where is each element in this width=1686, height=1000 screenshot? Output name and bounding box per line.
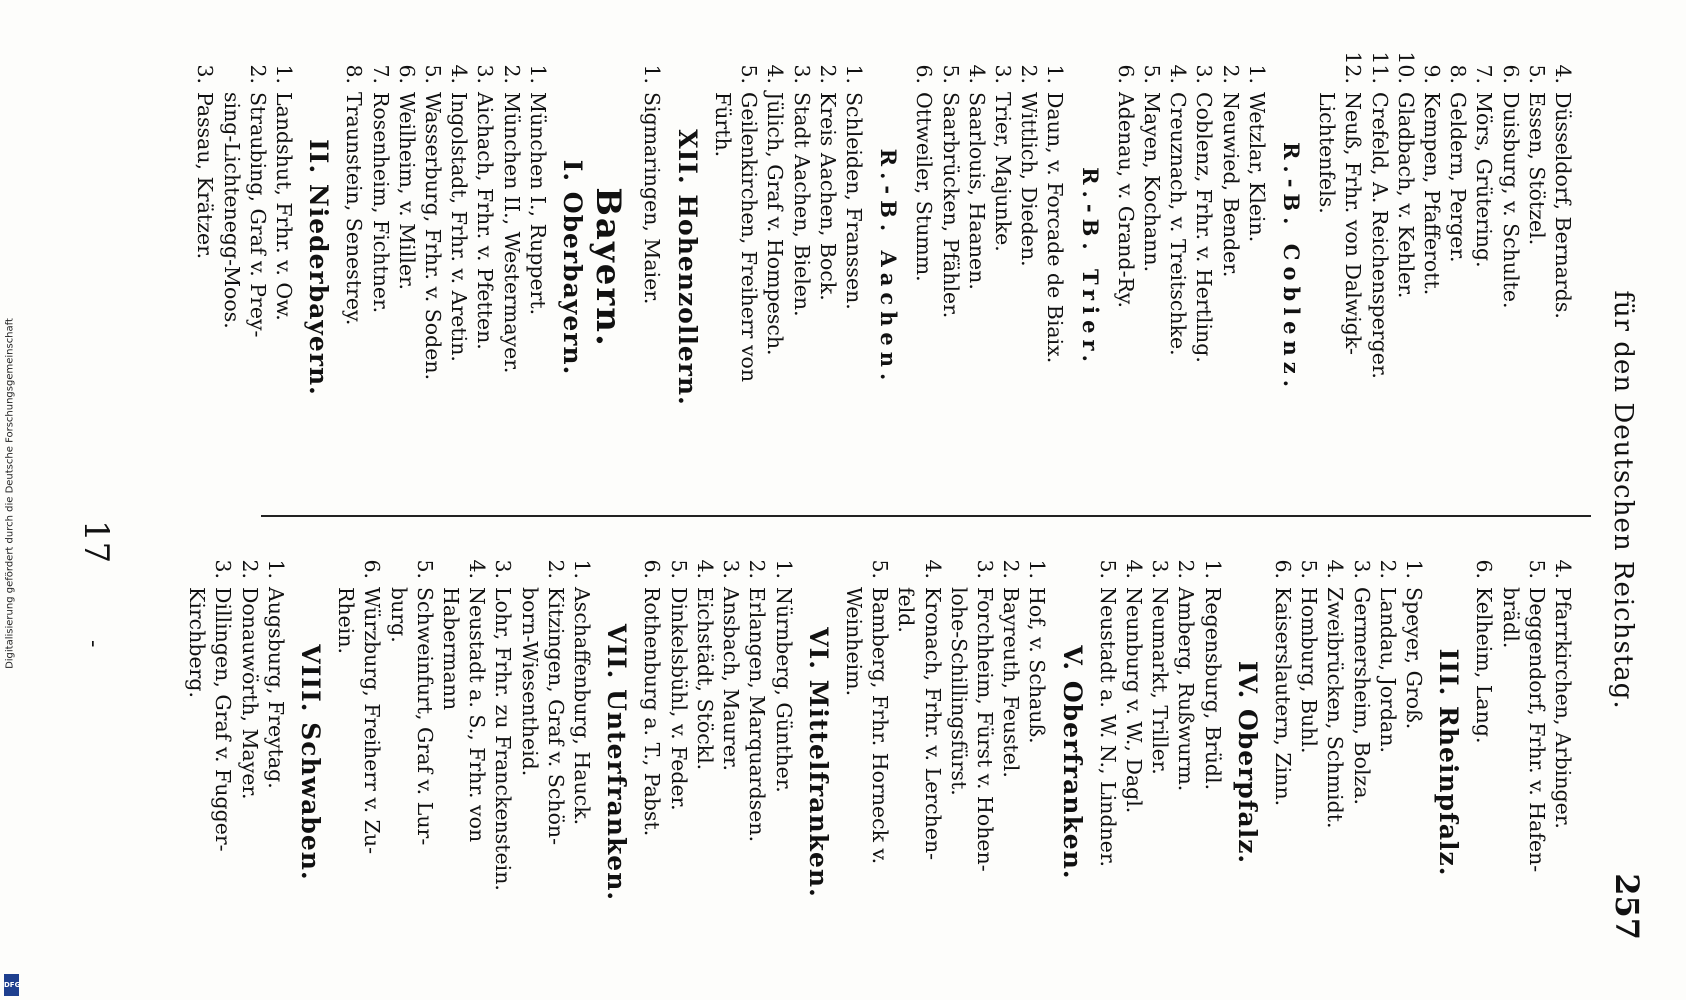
constituency-entry — [710, 40, 736, 495]
constituency-entry — [692, 535, 718, 990]
entry-text: München I., Ruppert. — [525, 92, 550, 316]
entry-number: 1. — [1043, 64, 1068, 84]
entry-text: Kirchberg. — [185, 587, 210, 699]
constituency-entry — [919, 535, 945, 990]
entry-text: Geldern, Perger. — [1446, 92, 1471, 263]
constituency-entry — [1393, 40, 1419, 495]
entry-text: born-Wiesentheid. — [517, 587, 542, 777]
entry-text: lohe-Schillingsfürst. — [946, 587, 971, 796]
entry-number: 6. — [394, 64, 419, 84]
constituency-entry — [964, 40, 990, 495]
state-heading: Bayern. — [588, 187, 629, 348]
entry-text: Duisburg, v. Schulte. — [1498, 92, 1523, 309]
constituency-entry — [1024, 535, 1050, 990]
entry-text: Gladbach, v. Kehler. — [1393, 92, 1418, 299]
entry-number: 5. — [938, 64, 963, 84]
entry-text: Neustadt a. S., Frhr. von — [465, 587, 490, 843]
entry-number — [946, 535, 972, 587]
constituency-entry — [998, 535, 1024, 990]
entry-text: Bayreuth, Feustel. — [999, 587, 1024, 778]
entry-number: 2. — [237, 559, 262, 579]
constituency-entry — [1165, 40, 1191, 495]
entry-number: 5. — [737, 64, 762, 84]
constituency-entry — [1524, 40, 1550, 495]
entry-number: 2. — [815, 64, 840, 84]
entry-text: Erlangen, Marquardsen. — [745, 587, 770, 843]
entry-text: Mörs, Grütering. — [1472, 92, 1497, 268]
entry-number: 10. — [1393, 51, 1418, 84]
entry-number — [333, 535, 359, 587]
entry-text: Amberg, Rußwurm. — [1174, 587, 1199, 792]
entry-number — [438, 535, 464, 587]
entry-number: 1. — [272, 64, 297, 84]
entry-text: Straubing, Graf v. Prey- — [245, 92, 270, 338]
entry-number: 4. — [447, 64, 472, 84]
entry-text: Adenau, v. Grand-Ry. — [1113, 92, 1138, 309]
constituency-entry — [1322, 535, 1348, 990]
footer-dash: - — [81, 640, 106, 648]
constituency-entry — [990, 40, 1016, 495]
entry-text: Regensburg, Brüdl. — [1200, 587, 1225, 791]
entry-text: Ingolstadt, Frhr. v. Aretin. — [447, 92, 472, 362]
constituency-entry — [464, 535, 490, 990]
constituency-entry — [1270, 535, 1296, 990]
left-column — [192, 40, 1576, 495]
entry-number: 2. — [1375, 559, 1400, 579]
entry-number: 5. — [1524, 559, 1549, 579]
constituency-entry — [385, 535, 411, 990]
constituency-entry — [1139, 40, 1165, 495]
constituency-entry — [911, 40, 937, 495]
entry-number: 5. — [666, 559, 691, 579]
entry-text: burg. — [386, 587, 411, 643]
entry-number — [184, 535, 210, 587]
dfg-logo-icon: DFG — [4, 974, 19, 996]
entry-number: 6. — [1472, 559, 1497, 579]
district-heading: V. Oberfranken. — [1057, 645, 1087, 880]
entry-number: 4. — [1551, 64, 1575, 84]
entry-number: 5. — [868, 559, 893, 579]
entry-text: Passau, Krätzer. — [193, 92, 218, 260]
entry-number: 1. — [771, 559, 796, 579]
signature-mark: 17 — [76, 520, 116, 564]
entry-text: Kitzingen, Graf v. Schön- — [543, 587, 568, 846]
constituency-entry — [1173, 535, 1199, 990]
constituency-entry — [770, 535, 796, 990]
constituency-entry — [937, 40, 963, 495]
district-heading: II. Niederbayern. — [304, 139, 334, 396]
constituency-entry — [333, 535, 359, 990]
entry-number: 6. — [1498, 64, 1523, 84]
entry-text: Forchheim, Fürst v. Hohen- — [972, 587, 997, 872]
entry-number: 5. — [1297, 559, 1322, 579]
entry-text: Wasserburg, Frhr. v. Soden. — [421, 92, 446, 381]
entry-text: Jülich, Graf v. Hompesch. — [763, 92, 788, 356]
entry-number — [1497, 535, 1523, 587]
page-header — [1606, 60, 1646, 940]
constituency-entry — [736, 40, 762, 495]
entry-text: Neuß, Frhr. von Dalwigk- — [1341, 92, 1366, 355]
entry-text: Lohr, Frhr. zu Franckenstein. — [491, 587, 516, 891]
district-heading: III. Rheinpfalz. — [1434, 648, 1464, 877]
entry-number: 5. — [421, 64, 446, 84]
entry-number: 2. — [745, 559, 770, 579]
entry-text: Nürnberg, Günther. — [771, 587, 796, 793]
entry-number: 3. — [719, 559, 744, 579]
district-heading: IV. Oberpfalz. — [1232, 660, 1262, 865]
entry-number: 2. — [1218, 64, 1243, 84]
entry-number: 1. — [1401, 559, 1426, 579]
entry-number: 2. — [543, 559, 568, 579]
entry-text: Wetzlar, Klein. — [1244, 92, 1269, 243]
entry-number: 1. — [525, 64, 550, 84]
constituency-entry — [1217, 40, 1243, 495]
entry-text: Weinheim. — [841, 587, 866, 697]
constituency-entry — [1524, 535, 1550, 990]
constituency-entry — [394, 40, 420, 495]
entry-text: Wittlich, Dieden. — [1017, 92, 1042, 267]
constituency-entry — [543, 535, 569, 990]
entry-text: sing-Lichtenegg-Moos. — [219, 92, 244, 329]
entry-number: 1. — [1244, 64, 1269, 84]
entry-number: 1. — [841, 64, 866, 84]
entry-text: Aschaffenburg, Hauck. — [570, 587, 595, 826]
constituency-entry — [1199, 535, 1225, 990]
entry-text: Landau, Jordan. — [1375, 587, 1400, 754]
entry-number — [1314, 40, 1340, 92]
entry-text: Kronach, Frhr. v. Lerchen- — [920, 587, 945, 861]
entry-text: Rosenheim, Fichtner. — [368, 92, 393, 314]
constituency-entry — [639, 535, 665, 990]
entry-text: Neunburg v. W., Dagl. — [1121, 587, 1146, 814]
entry-text: Speyer, Groß. — [1401, 587, 1426, 730]
entry-text: Ansbach, Maurer. — [719, 587, 744, 771]
entry-number: 1. — [1200, 559, 1225, 579]
entry-number: 2. — [245, 64, 270, 84]
constituency-entry — [762, 40, 788, 495]
entry-text: Weilheim, v. Miller. — [394, 92, 419, 291]
entry-number: 4. — [920, 559, 945, 579]
entry-text: Rhein. — [334, 587, 359, 655]
entry-text: Dinkelsbühl, v. Feder. — [666, 587, 691, 811]
region-heading: R.-B. Aachen. — [876, 148, 902, 387]
constituency-entry — [1147, 535, 1173, 990]
entry-number — [893, 535, 919, 587]
region-heading: R.-B. Coblenz. — [1278, 141, 1304, 394]
constituency-entry — [666, 535, 692, 990]
entry-number: 4. — [692, 559, 717, 579]
constituency-entry — [367, 40, 393, 495]
constituency-entry — [744, 535, 770, 990]
entry-text: Stadt Aachen, Bielen. — [789, 92, 814, 317]
constituency-entry — [271, 40, 297, 495]
entry-number: 4. — [1121, 559, 1146, 579]
entry-number: 5. — [1524, 64, 1549, 84]
entry-number: 8. — [1446, 64, 1471, 84]
constituency-entry — [1550, 40, 1576, 495]
constituency-entry — [1375, 535, 1401, 990]
entry-number: 3. — [1192, 64, 1217, 84]
constituency-entry — [1244, 40, 1270, 495]
region-heading: R.-B. Trier. — [1077, 167, 1103, 368]
entry-number: 4. — [1323, 559, 1348, 579]
entry-number: 4. — [763, 64, 788, 84]
constituency-entry — [446, 40, 472, 495]
entry-text: Augsburg, Freytag. — [263, 587, 288, 789]
entry-text: Mayen, Kochann. — [1139, 92, 1164, 273]
entry-number: 1. — [570, 559, 595, 579]
constituency-entry — [341, 40, 367, 495]
constituency-entry — [236, 535, 262, 990]
constituency-entry — [867, 535, 893, 990]
constituency-entry — [263, 535, 289, 990]
constituency-entry — [192, 40, 218, 495]
entry-number: 3. — [473, 64, 498, 84]
district-heading: XII. Hohenzollern. — [672, 129, 702, 406]
entry-text: Deggendorf, Frhr. v. Hafen- — [1524, 587, 1549, 873]
entry-number: 3. — [491, 559, 516, 579]
constituency-entry — [1016, 40, 1042, 495]
district-heading: VII. Unterfranken. — [602, 623, 632, 902]
constituency-entry — [490, 535, 516, 990]
constituency-entry — [359, 535, 385, 990]
entry-number: 2. — [499, 64, 524, 84]
entry-text: Rothenburg a. T., Pabst. — [640, 587, 665, 837]
entry-number: 11. — [1367, 51, 1392, 84]
entry-number: 3. — [990, 64, 1015, 84]
entry-text: Kelheim, Lang. — [1472, 587, 1497, 744]
constituency-entry — [245, 40, 271, 495]
entry-number: 3. — [211, 559, 236, 579]
constituency-entry — [1471, 535, 1497, 990]
district-heading: I. Oberbayern. — [558, 159, 588, 376]
constituency-entry — [412, 535, 438, 990]
page-number: 257 — [1608, 873, 1646, 940]
entry-text: Würzburg, Freiherr v. Zu- — [360, 587, 385, 855]
entry-text: Saarbrücken, Pfähler. — [938, 92, 963, 319]
entry-text: Pfarrkirchen, Arbinger. — [1551, 587, 1575, 829]
entry-number — [516, 535, 542, 587]
entry-text: Saarlouis, Haanen. — [964, 92, 989, 290]
entry-number: 1. — [263, 559, 288, 579]
entry-number: 2. — [1017, 64, 1042, 84]
entry-number: 4. — [964, 64, 989, 84]
entry-text: Dillingen, Graf v. Fugger- — [211, 587, 236, 852]
constituency-entry — [1550, 535, 1576, 990]
entry-text: Fürth. — [710, 92, 735, 158]
entry-number: 5. — [1139, 64, 1164, 84]
district-heading: VI. Mittelfranken. — [803, 627, 833, 898]
constituency-entry — [1113, 40, 1139, 495]
constituency-entry — [1445, 40, 1471, 495]
entry-text: Crefeld, A. Reichensperger. — [1367, 92, 1392, 379]
entry-number: 8. — [342, 64, 367, 84]
constituency-entry — [1314, 40, 1340, 495]
constituency-entry — [1401, 535, 1427, 990]
constituency-entry — [841, 40, 867, 495]
constituency-entry — [972, 535, 998, 990]
constituency-entry — [815, 40, 841, 495]
entry-number: 5. — [1095, 559, 1120, 579]
entry-number: 6. — [360, 559, 385, 579]
entry-text: Kreis Aachen, Bock. — [815, 92, 840, 301]
district-heading: VIII. Schwaben. — [296, 644, 326, 881]
entry-number — [385, 535, 411, 587]
entry-number: 3. — [1349, 559, 1374, 579]
constituency-entry — [1366, 40, 1392, 495]
entry-number: 7. — [1472, 64, 1497, 84]
entry-number: 1. — [640, 64, 665, 84]
entry-text: Sigmaringen, Maier. — [640, 92, 665, 305]
entry-number — [218, 40, 244, 92]
entry-text: Donauwörth, Mayer. — [237, 587, 262, 800]
constituency-entry — [184, 535, 210, 990]
entry-text: Eichstädt, Stöckl. — [692, 587, 717, 771]
entry-text: Neuwied, Bender. — [1218, 92, 1243, 278]
entry-text: Coblenz, Frhr. v. Hertling. — [1192, 92, 1217, 363]
constituency-entry — [1471, 40, 1497, 495]
entry-number: 6. — [1270, 559, 1295, 579]
digitization-credit — [0, 0, 22, 1000]
constituency-entry — [438, 535, 464, 990]
constituency-entry — [1296, 535, 1322, 990]
entry-number — [710, 40, 736, 92]
entry-text: Hof, v. Schauß. — [1025, 587, 1050, 744]
constituency-entry — [1348, 535, 1374, 990]
constituency-entry — [788, 40, 814, 495]
entry-text: Creuznach, v. Treitschke. — [1166, 92, 1191, 356]
constituency-entry — [210, 535, 236, 990]
entry-text: Aichach, Frhr. v. Pfetten. — [473, 92, 498, 350]
entry-text: Habermann — [439, 587, 464, 711]
entry-text: Bamberg, Frhr. Horneck v. — [868, 587, 893, 865]
entry-number: 3. — [193, 64, 218, 84]
entry-text: Daun, v. Forcade de Biaix. — [1043, 92, 1068, 364]
entry-text: Schweinfurt, Graf v. Lur- — [412, 587, 437, 846]
entry-number: 2. — [999, 559, 1024, 579]
constituency-entry — [1497, 40, 1523, 495]
constituency-entry — [516, 535, 542, 990]
entry-text: Geilenkirchen, Freiherr von — [737, 92, 762, 383]
entry-number: 9. — [1419, 64, 1444, 84]
entry-text: Germersheim, Bolza. — [1349, 587, 1374, 806]
entry-text: Zweibrücken, Schmidt. — [1323, 587, 1348, 829]
entry-text: feld. — [894, 587, 919, 633]
entry-number: 6. — [1113, 64, 1138, 84]
entry-text: Kempen, Pfafferott. — [1419, 92, 1444, 296]
constituency-entry — [472, 40, 498, 495]
entry-number: 6. — [912, 64, 937, 84]
entry-text: Ottweiler, Stumm. — [912, 92, 937, 282]
right-column — [184, 535, 1576, 990]
constituency-entry — [525, 40, 551, 495]
entry-text: brädl. — [1498, 587, 1523, 649]
entry-text: Schleiden, Franssen. — [841, 92, 866, 310]
running-head: für den Deutschen Reichstag. — [1608, 290, 1638, 710]
entry-number: 5. — [412, 559, 437, 579]
constituency-entry — [569, 535, 595, 990]
constituency-entry — [1095, 535, 1121, 990]
constituency-entry — [893, 535, 919, 990]
constituency-entry — [1419, 40, 1445, 495]
entry-number: 1. — [1025, 559, 1050, 579]
entry-number: 4. — [1551, 559, 1575, 579]
entry-text: Lichtenfels. — [1315, 92, 1340, 214]
constituency-entry — [841, 535, 867, 990]
credit-text: Digitalisierung gefördert durch die Deutsche Forschungsgemeinschaft — [4, 318, 16, 669]
entry-number: 3. — [972, 559, 997, 579]
constituency-entry — [218, 40, 244, 495]
entry-number — [841, 535, 867, 587]
entry-text: Landshut, Frhr. v. Ow. — [272, 92, 297, 321]
entry-text: Düsseldorf, Bernards. — [1551, 92, 1575, 319]
constituency-entry — [1121, 535, 1147, 990]
constituency-entry — [420, 40, 446, 495]
constituency-entry — [1191, 40, 1217, 495]
entry-number: 7. — [368, 64, 393, 84]
constituency-entry — [1042, 40, 1068, 495]
entry-text: Neumarkt, Triller. — [1148, 587, 1173, 775]
entry-number: 3. — [1148, 559, 1173, 579]
entry-text: Trier, Majunke. — [990, 92, 1015, 252]
constituency-entry — [639, 40, 665, 495]
entry-number: 3. — [789, 64, 814, 84]
entry-text: Homburg, Buhl. — [1297, 587, 1322, 754]
entry-number: 2. — [1174, 559, 1199, 579]
entry-text: Neustadt a. W. N., Lindner. — [1095, 587, 1120, 867]
entry-text: Traunstein, Senestrey. — [342, 92, 367, 326]
constituency-entry — [718, 535, 744, 990]
entry-text: Kaiserslautern, Zinn. — [1270, 587, 1295, 807]
entry-number: 4. — [465, 559, 490, 579]
entry-number: 4. — [1166, 64, 1191, 84]
constituency-entry — [946, 535, 972, 990]
entry-text: München II., Westermayer. — [499, 92, 524, 374]
entry-text: Essen, Stötzel. — [1524, 92, 1549, 246]
entry-number: 6. — [640, 559, 665, 579]
constituency-entry — [498, 40, 524, 495]
constituency-entry — [1497, 535, 1523, 990]
constituency-entry — [1340, 40, 1366, 495]
column-divider — [261, 515, 1591, 517]
entry-number: 12. — [1341, 51, 1366, 84]
